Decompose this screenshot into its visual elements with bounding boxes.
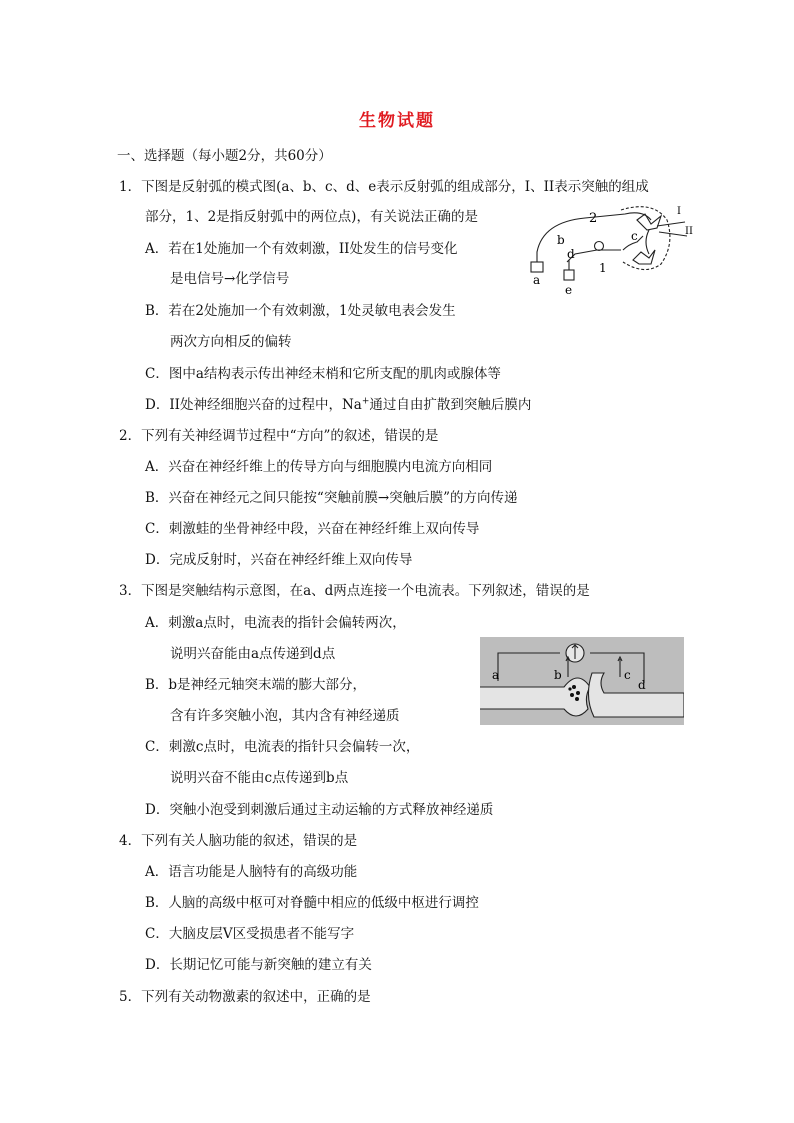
q1-option-d [145,395,531,415]
q4-option-c: C．大脑皮层V区受损患者不能写字 [145,926,355,942]
q1-option-d-sup: + [361,396,370,407]
label-1: 1 [599,261,607,275]
page-title: 生物试题 [359,111,435,131]
q1-stem-line1: 1．下图是反射弧的模式图(a、b、c、d、e表示反射弧的组成部分，I、II表示突触的组成 [119,179,649,195]
q3-option-a-cont: 说明兴奋能由a点传递到d点 [170,646,336,662]
q4-option-d: D．长期记忆可能与新突触的建立有关 [145,957,372,973]
q2-stem: 2．下列有关神经调节过程中“方向”的叙述，错误的是 [119,428,439,444]
label-a: a [533,273,541,287]
q4-option-a: A．语言功能是人脑特有的高级功能 [145,864,358,880]
reflex-arc-figure [525,200,705,300]
synapse-label-a: a [492,668,500,682]
q1-option-c: C．图中a结构表示传出神经末梢和它所支配的肌肉或腺体等 [145,366,501,382]
q4-stem: 4．下列有关人脑功能的叙述，错误的是 [119,833,358,849]
label-2: 2 [589,211,598,226]
label-b: b [557,233,565,247]
synapse-label-b: b [554,668,562,682]
q2-option-a: A．兴奋在神经纤维上的传导方向与细胞膜内电流方向相同 [145,459,493,475]
q3-option-c: C．刺激c点时，电流表的指针只会偏转一次， [145,739,420,755]
label-II: II [685,226,693,237]
synapse-figure [480,637,684,725]
synapse-label-d: d [638,678,646,692]
label-I: I [677,206,681,217]
q1-option-d-text2: 通过自由扩散到突触后膜内 [369,397,532,413]
q3-option-b: B．b是神经元轴突末端的膨大部分， [145,677,367,693]
q3-option-d: D．突触小泡受到刺激后通过主动运输的方式释放神经递质 [145,802,494,818]
label-c: c [631,229,638,243]
q1-option-b: B．若在2处施加一个有效刺激，1处灵敏电表会发生 [145,303,456,319]
q3-option-a: A．刺激a点时，电流表的指针会偏转两次， [145,615,406,631]
section-heading: 一、选择题（每小题2分，共60分） [117,148,332,164]
q4-option-b: B．人脑的高级中枢可对脊髓中相应的低级中枢进行调控 [145,895,479,911]
q2-option-c: C．刺激蛙的坐骨神经中段，兴奋在神经纤维上双向传导 [145,521,480,537]
q2-option-b: B．兴奋在神经元之间只能按“突触前膜→突触后膜”的方向传递 [145,490,518,506]
q3-stem: 3．下图是突触结构示意图，在a、d两点连接一个电流表。下列叙述，错误的是 [119,583,590,599]
q3-option-b-cont: 含有许多突触小泡，其内含有神经递质 [170,708,400,724]
q1-option-a: A．若在1处施加一个有效刺激，II处发生的信号变化 [145,241,458,257]
label-e: e [565,283,573,297]
q5-stem: 5．下列有关动物激素的叙述中，正确的是 [119,989,371,1005]
q1-stem-line2: 部分，1、2是指反射弧中的两位点)，有关说法正确的是 [145,209,478,225]
q2-option-d: D．完成反射时，兴奋在神经纤维上双向传导 [145,552,413,568]
q3-option-c-cont: 说明兴奋不能由c点传递到b点 [170,770,349,786]
q1-option-a-cont: 是电信号→化学信号 [170,271,290,287]
synapse-label-c: c [624,668,631,682]
q1-option-d-text: D．II处神经细胞兴奋的过程中，Na [145,397,362,413]
q1-option-b-cont: 两次方向相反的偏转 [170,334,292,350]
label-d: d [567,247,575,261]
